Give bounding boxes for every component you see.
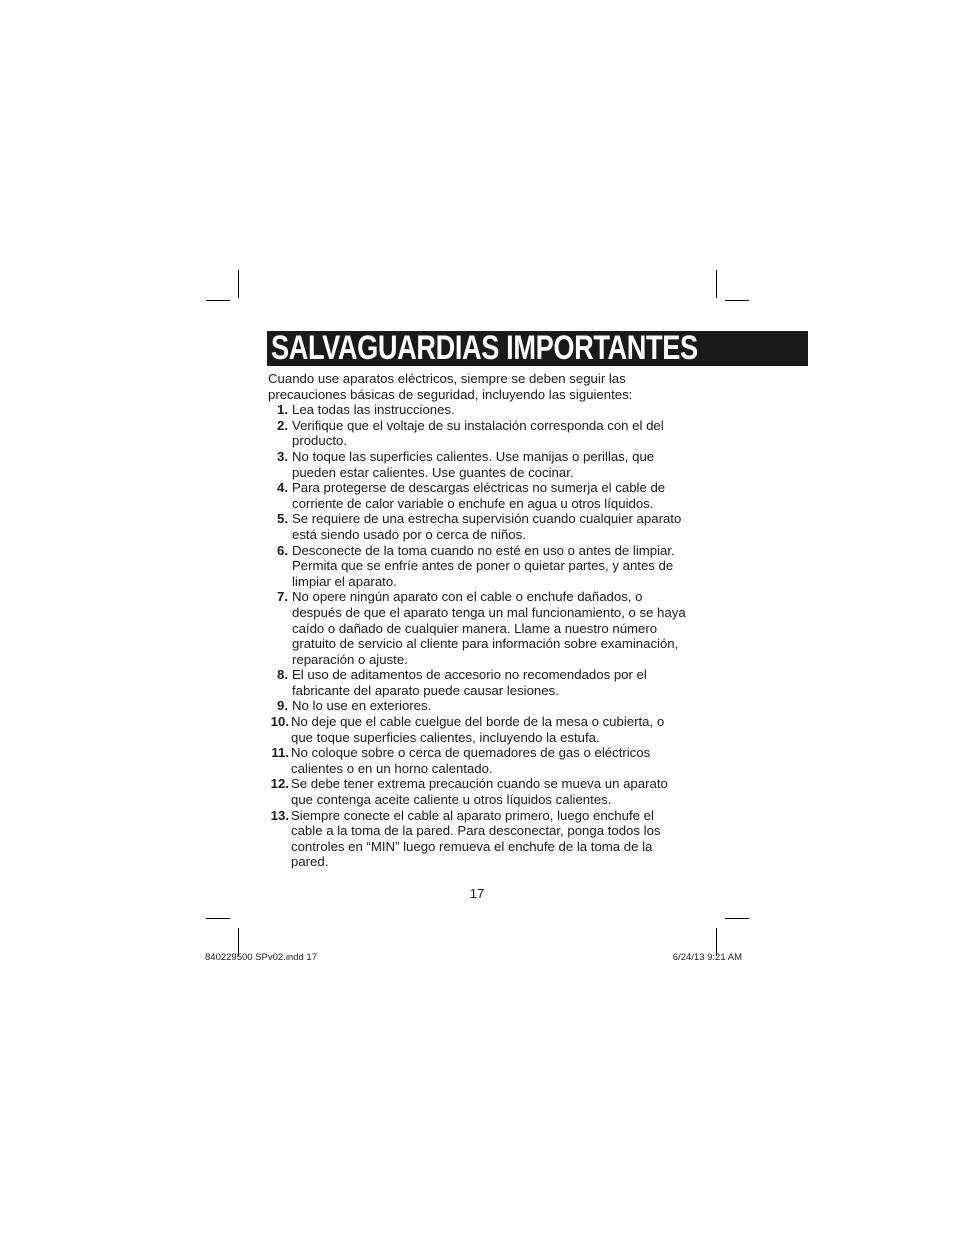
list-item: [268, 402, 688, 418]
list-item-number: 1.: [277, 402, 288, 418]
list-item-number: 2.: [277, 417, 288, 433]
list-item: [268, 667, 688, 698]
list-item-number: 8.: [277, 667, 288, 683]
list-item: [268, 714, 688, 745]
list-item-number: 5.: [277, 511, 288, 527]
list-item-number: 7.: [277, 589, 288, 605]
list-item: [268, 589, 688, 667]
file-slug: 840229500 SPv02.indd 17: [205, 952, 317, 963]
list-item-text: El uso de aditamentos de accesorio no recomendados por el fabricante del aparato puede causar lesiones.: [292, 667, 647, 698]
list-item: [268, 449, 688, 480]
list-item: [268, 418, 688, 449]
crop-mark-top-right-vertical: [716, 270, 717, 298]
list-item-text: No toque las superficies calientes. Use manijas o perillas, que pueden estar calientes. Use guantes de cocinar.: [292, 448, 655, 480]
crop-mark-top-left-vertical: [238, 270, 239, 298]
intro-paragraph: Cuando use aparatos eléctricos, siempre se deben seguir las precauciones básicas de seguridad, incluyendo las siguientes:: [268, 371, 633, 402]
list-item-number: 6.: [277, 542, 288, 558]
list-item-text: Siempre conecte el cable al aparato primero, luego enchufe el cable a la toma de la pared. Para desconectar, ponga todos los controles en “MIN” luego remueva el enchufe de la toma de la pared.: [291, 807, 661, 870]
list-item: [268, 480, 688, 511]
list-item: [268, 808, 688, 870]
list-item-text: No coloque sobre o cerca de quemadores de gas o eléctricos calientes o en un horno calentado.: [291, 745, 651, 776]
page-title: [267, 331, 808, 366]
list-item: [268, 745, 688, 776]
crop-mark-top-left-horizontal: [206, 300, 230, 301]
safeguards-list: [268, 402, 688, 870]
crop-mark-bottom-left-horizontal: [206, 918, 230, 919]
list-item-text: Lea todas las instrucciones.: [292, 402, 455, 418]
crop-mark-top-right-horizontal: [725, 300, 749, 301]
list-item-text: Para protegerse de descargas eléctricas no sumerja el cable de corriente de calor variable o enchufe en agua u otros líquidos.: [292, 480, 666, 511]
list-item-text: Se requiere de una estrecha supervisión cuando cualquier aparato está siendo usado por o cerca de niños.: [292, 511, 682, 542]
list-item-number: 12.: [270, 776, 289, 792]
list-item-number: 13.: [270, 807, 289, 823]
list-item-text: No deje que el cable cuelgue del borde de la mesa o cubierta, o que toque superficies calientes, incluyendo la estufa.: [291, 714, 665, 745]
list-item-text: No lo use en exteriores.: [292, 698, 432, 714]
list-item: [268, 543, 688, 590]
list-item-text: Verifique que el voltaje de su instalación corresponda con el del producto.: [292, 417, 664, 449]
list-item-number: 4.: [277, 480, 288, 496]
page-number: 17: [469, 886, 485, 901]
list-item-number: 10.: [270, 714, 289, 730]
list-item-text: Desconecte de la toma cuando no esté en uso o antes de limpiar. Permita que se enfríe antes de poner o quietar partes, y antes de limpiar el aparato.: [292, 542, 675, 589]
list-item-text: No opere ningún aparato con el cable o enchufe dañados, o después de que el aparato tenga un mal funcionamiento, o se haya caído o dañado de cualquier manera. Llame a nuestro número gratuito de servicio al cliente para información sobre examinación, reparación o ajuste.: [292, 589, 686, 667]
list-item: [268, 698, 688, 714]
page-title-text: SALVAGUARDIAS IMPORTANTES: [271, 329, 698, 367]
date-slug: 6/24/13 9:21 AM: [672, 952, 742, 963]
list-item-number: 11.: [271, 745, 289, 761]
list-item: [268, 511, 688, 542]
list-item-number: 3.: [277, 448, 288, 464]
list-item-number: 9.: [277, 698, 288, 714]
safeguards-content: [268, 371, 688, 870]
list-item: [268, 776, 688, 807]
list-item-text: Se debe tener extrema precaución cuando se mueva un aparato que contenga aceite caliente u otros líquidos calientes.: [291, 776, 668, 808]
crop-mark-bottom-right-horizontal: [725, 918, 749, 919]
